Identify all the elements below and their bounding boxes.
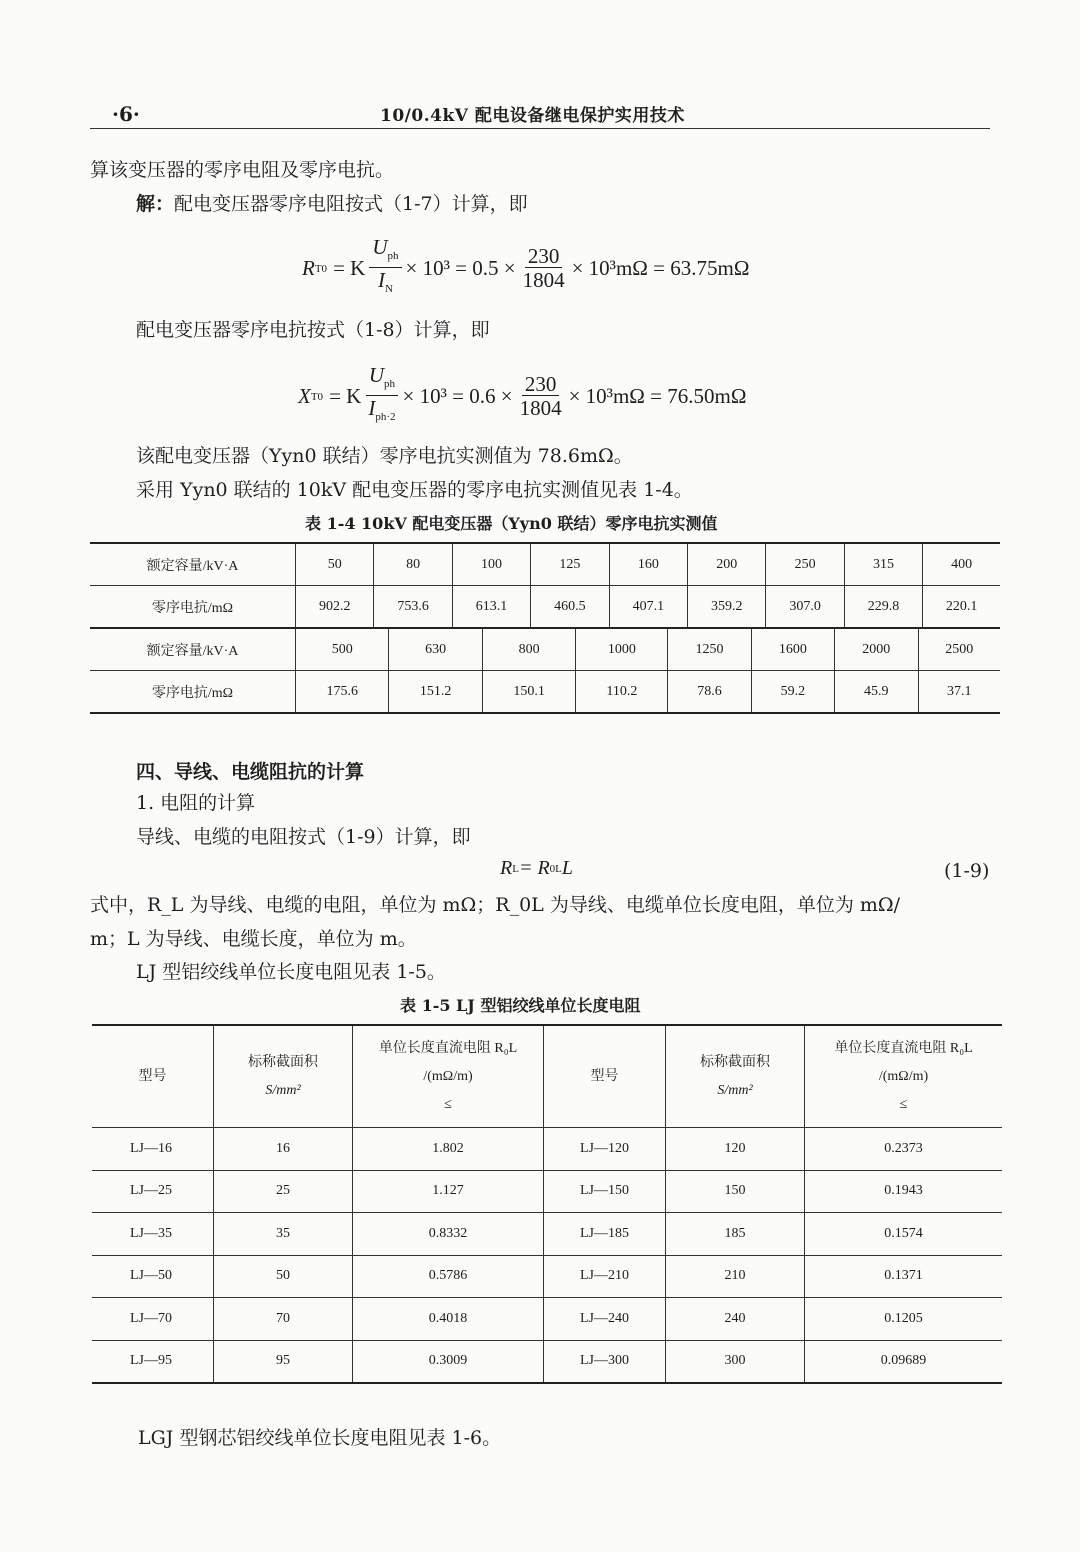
solution-text: 配电变压器零序电阻按式（1-7）计算，即 [174,193,528,215]
table-cell: 125 [531,543,609,586]
formula-subscript: L [512,862,519,875]
table-cell: 753.6 [374,586,452,629]
fraction [369,236,401,301]
formula-subscript: T0 [314,262,328,275]
table-cell: 400 [923,543,1000,586]
formula-subscript: N [384,283,393,296]
table-cell: 300 [666,1340,805,1383]
table-cell: 160 [609,543,687,586]
table-cell: 70 [214,1298,353,1341]
table-title: 表 1-5 LJ 型铝绞线单位长度电阻 [400,996,641,1015]
table-cell: 150.1 [482,671,575,714]
table-row [90,586,1000,629]
column-header: 型号 [544,1025,666,1128]
table-cell: 45.9 [835,671,918,714]
formula-text: = K [329,384,362,409]
paragraph: 采用 Yyn0 联结的 10kV 配电变压器的零序电抗实测值见表 1-4。 [136,479,693,501]
table-cell: LJ—300 [544,1340,666,1383]
table-title: 表 1-4 10kV 配电变压器（Yyn0 联结）零序电抗实测值 [305,514,718,533]
table-cell: 800 [482,628,575,671]
table-header-row [92,1025,1002,1128]
table-cell: 1000 [576,628,668,671]
table-row [92,1298,1002,1341]
table-cell: 37.1 [918,671,1000,714]
formula-subscript: 0L [549,862,562,875]
table-cell: 220.1 [923,586,1000,629]
paragraph: 配电变压器零序电抗按式（1-8）计算，即 [136,319,490,341]
book-title: 10/0.4kV 配电设备继电保护实用技术 [380,106,685,126]
table-cell: 25 [214,1170,353,1213]
table-row [92,1128,1002,1171]
page-number: ·6· [112,102,140,126]
section-heading: 四、导线、电缆阻抗的计算 [136,761,365,783]
formula-text: = K [333,256,366,281]
table-cell: 150 [666,1170,805,1213]
column-header [666,1025,805,1128]
table-cell: 100 [452,543,530,586]
formula-symbol: R [500,857,513,879]
sub-heading: 1. 电阻的计算 [136,792,256,814]
table-cell: 0.1943 [805,1170,1003,1213]
formula-numerator: 230 [525,245,563,268]
paragraph [136,192,528,216]
header-line: /(mΩ/m) [423,1068,473,1084]
table-cell: 1.802 [353,1128,544,1171]
column-header [214,1025,353,1128]
formula-text: × 10³ = 0.5 × [405,256,516,281]
table-1-4-part1 [90,542,1000,629]
header-line: 标称截面积 [248,1054,318,1070]
table-1-4-part2 [90,627,1000,714]
column-header: 型号 [92,1025,214,1128]
table-cell: LJ—210 [544,1255,666,1298]
fraction [517,373,565,420]
header-line: 单位长度直流电阻 R₀L [834,1040,973,1056]
table-cell: LJ—25 [92,1170,214,1213]
header-line: S/mm² [265,1082,301,1098]
paragraph: 导线、电缆的电阻按式（1-9）计算，即 [136,826,471,848]
table-cell: 0.5786 [353,1255,544,1298]
table-cell: LJ—240 [544,1298,666,1341]
formula-text: × 10³ = 0.6 × [402,384,513,409]
table-cell: 50 [214,1255,353,1298]
header-line: ≤ [444,1096,452,1112]
paragraph: LJ 型铝绞线单位长度电阻见表 1-5。 [136,961,446,983]
table-cell: 175.6 [296,671,389,714]
fraction [520,245,568,292]
paragraph: m；L 为导线、电缆长度，单位为 m。 [90,928,417,950]
table-cell: 0.09689 [805,1340,1003,1383]
table-cell: 1250 [668,628,751,671]
formula-zero-seq-reactance [298,364,746,429]
table-cell: 35 [214,1213,353,1256]
table-cell: 229.8 [844,586,922,629]
formula-symbol: = R [518,857,550,879]
table-cell: 407.1 [609,586,687,629]
table-cell: 359.2 [688,586,766,629]
formula-subscript: ph [387,250,399,263]
table-cell: LJ—150 [544,1170,666,1213]
table-cell: 0.2373 [805,1128,1003,1171]
table-cell: 307.0 [766,586,844,629]
table-cell: LJ—95 [92,1340,214,1383]
table-cell: 78.6 [668,671,751,714]
table-row [92,1213,1002,1256]
row-label: 零序电抗/mΩ [90,671,296,714]
table-row [92,1340,1002,1383]
paragraph: 算该变压器的零序电阻及零序电抗。 [90,159,395,181]
table-cell: 0.4018 [353,1298,544,1341]
table-cell: 0.1371 [805,1255,1003,1298]
table-cell: 902.2 [296,586,374,629]
table-cell: LJ—16 [92,1128,214,1171]
formula-text: × 10³mΩ = 63.75mΩ [571,256,750,281]
formula-subscript: ph·2 [375,411,396,424]
table-cell: 0.1205 [805,1298,1003,1341]
table-cell: 500 [296,628,389,671]
table-row [92,1170,1002,1213]
table-cell: LJ—70 [92,1298,214,1341]
formula-text: × 10³mΩ = 76.50mΩ [568,384,747,409]
paragraph: 该配电变压器（Yyn0 联结）零序电抗实测值为 78.6mΩ。 [136,445,633,467]
formula-symbol: R [302,256,315,281]
table-cell: 240 [666,1298,805,1341]
table-cell: 110.2 [576,671,668,714]
table-cell: 630 [389,628,482,671]
table-cell: 0.3009 [353,1340,544,1383]
table-row [90,628,1000,671]
formula-line-resistance [500,857,573,880]
row-label: 额定容量/kV·A [90,628,296,671]
table-cell: 2500 [918,628,1000,671]
table-cell: 185 [666,1213,805,1256]
header-line: /(mΩ/m) [878,1068,929,1084]
running-header [90,98,990,129]
header-line: ≤ [899,1096,908,1112]
table-cell: 210 [666,1255,805,1298]
formula-numerator: 230 [522,373,560,396]
header-line: 单位长度直流电阻 R₀L [378,1040,518,1056]
table-cell: LJ—35 [92,1213,214,1256]
table-cell: 460.5 [531,586,609,629]
formula-symbol: I [377,268,385,293]
solution-label: 解： [136,193,175,215]
table-cell: 59.2 [751,671,834,714]
formula-denominator: 1804 [522,268,565,293]
formula-symbol: L [561,857,574,879]
fraction [365,364,398,429]
equation-number: (1-9) [944,860,990,882]
formula-denominator: 1804 [519,396,562,421]
row-label: 零序电抗/mΩ [90,586,296,629]
formula-symbol: U [372,235,388,259]
formula-subscript: ph [384,378,395,391]
table-cell: 1.127 [353,1170,544,1213]
table-cell: 95 [214,1340,353,1383]
header-line: 标称截面积 [700,1054,770,1070]
table-cell: 200 [688,543,766,586]
table-1-5 [92,1024,1002,1384]
row-label: 额定容量/kV·A [90,543,296,586]
table-row [90,543,1000,586]
column-header [805,1025,1003,1128]
table-cell: 16 [214,1128,353,1171]
table-cell: 250 [766,543,844,586]
formula-symbol: I [368,396,376,421]
table-cell: 151.2 [389,671,482,714]
table-cell: LJ—120 [544,1128,666,1171]
table-row [90,671,1000,714]
formula-symbol: X [298,384,311,409]
table-cell: 2000 [835,628,918,671]
formula-symbol: U [368,363,384,387]
table-cell: 80 [374,543,452,586]
table-cell: LJ—50 [92,1255,214,1298]
table-cell: 613.1 [452,586,530,629]
paragraph: 式中，R_L 为导线、电缆的电阻，单位为 mΩ；R_0L 为导线、电缆单位长度电阻，单位为 mΩ/ [90,894,901,916]
table-cell: 315 [844,543,922,586]
header-line: S/mm² [717,1082,753,1098]
table-cell: 120 [666,1128,805,1171]
column-header [353,1025,544,1128]
formula-zero-seq-resistance [302,236,749,301]
table-row [92,1255,1002,1298]
table-cell: 1600 [751,628,834,671]
table-cell: 50 [296,543,374,586]
paragraph: LGJ 型钢芯铝绞线单位长度电阻见表 1-6。 [138,1427,502,1449]
formula-subscript: T0 [310,390,324,403]
table-cell: 0.1574 [805,1213,1003,1256]
table-cell: LJ—185 [544,1213,666,1256]
table-cell: 0.8332 [353,1213,544,1256]
